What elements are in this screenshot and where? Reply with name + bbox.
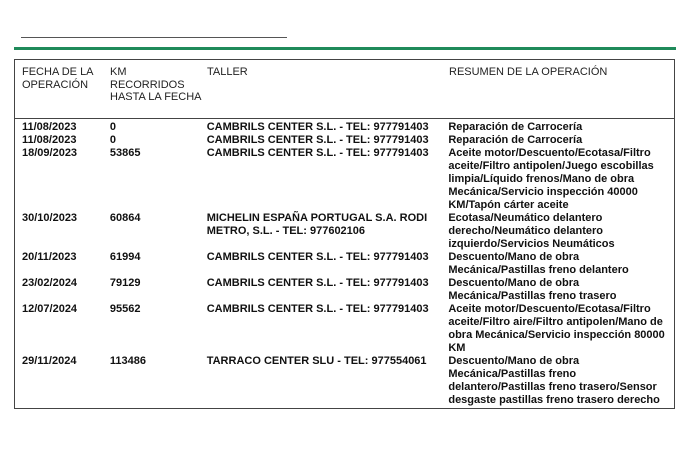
- cell-fecha: 18/09/2023: [22, 147, 78, 159]
- cell-km: 95562: [109, 303, 141, 315]
- cell-km: 0: [109, 134, 116, 146]
- green-divider-bar: [14, 47, 676, 50]
- table-row: [15, 134, 674, 147]
- header-fecha: FECHA DE LA OPERACIÓN: [22, 66, 93, 91]
- cell-fecha: 12/07/2024: [22, 303, 78, 315]
- cell-fecha: 23/02/2024: [22, 277, 78, 289]
- table-row: [15, 147, 674, 212]
- table-header-row: [15, 60, 674, 119]
- cell-taller: CAMBRILS CENTER S.L. - TEL: 977791403: [206, 147, 429, 159]
- cell-taller: CAMBRILS CENTER S.L. - TEL: 977791403: [206, 303, 429, 315]
- cell-taller: CAMBRILS CENTER S.L. - TEL: 977791403: [206, 277, 429, 289]
- cell-taller: CAMBRILS CENTER S.L. - TEL: 977791403: [206, 121, 429, 133]
- cell-fecha: 20/11/2023: [22, 251, 77, 263]
- table-row: [15, 121, 674, 134]
- table-row: [15, 355, 674, 407]
- cell-km: 113486: [109, 355, 146, 367]
- cell-km: 79129: [109, 277, 141, 289]
- cell-km: 0: [109, 121, 116, 133]
- cell-resumen: Descuento/Mano de obra Mecánica/Pastillas freno delantero/Pastillas freno trasero/Sensor desgaste pastillas freno trasero derecho: [448, 355, 660, 406]
- cell-fecha: 11/08/2023: [22, 134, 77, 146]
- cell-fecha: 29/11/2024: [22, 355, 77, 367]
- cell-taller: CAMBRILS CENTER S.L. - TEL: 977791403: [206, 134, 429, 146]
- table-row: [15, 303, 674, 355]
- cell-taller: MICHELIN ESPAÑA PORTUGAL S.A. RODI METRO, S.L. - TEL: 977602106: [206, 212, 428, 237]
- cell-resumen: Reparación de Carrocería: [448, 134, 583, 146]
- operations-table: [14, 59, 675, 409]
- cell-resumen: Aceite motor/Descuento/Ecotasa/Filtro aceite/Filtro aire/Filtro antipolen/Mano de obra Mecánica/Servicio inspección 80000 KM: [448, 303, 665, 354]
- cell-taller: CAMBRILS CENTER S.L. - TEL: 977791403: [206, 251, 429, 263]
- cell-resumen: Reparación de Carrocería: [448, 121, 583, 133]
- cell-fecha: 11/08/2023: [22, 121, 77, 133]
- cell-km: 53865: [109, 147, 141, 159]
- header-km: KM RECORRIDOS HASTA LA FECHA: [110, 66, 202, 104]
- cell-resumen: Descuento/Mano de obra Mecánica/Pastillas freno trasero: [448, 277, 617, 302]
- table-row: [15, 251, 674, 277]
- cell-resumen: Ecotasa/Neumático delantero derecho/Neumático delantero izquierdo/Servicios Neumáticos: [448, 212, 615, 250]
- cell-km: 60864: [109, 212, 141, 224]
- table-body: [15, 121, 674, 407]
- cell-resumen: Descuento/Mano de obra Mecánica/Pastillas freno delantero: [448, 251, 629, 276]
- header-taller: TALLER: [207, 66, 248, 78]
- table-row: [15, 277, 674, 303]
- cell-taller: TARRACO CENTER SLU - TEL: 977554061: [206, 355, 427, 367]
- top-divider-line: [21, 37, 287, 38]
- cell-km: 61994: [109, 251, 141, 263]
- cell-fecha: 30/10/2023: [22, 212, 78, 224]
- cell-resumen: Aceite motor/Descuento/Ecotasa/Filtro aceite/Filtro antipolen/Juego escobillas limpia/Líquido frenos/Mano de obra Mecánica/Servicio inspección 40000 KM/Tapón cárter aceite: [448, 147, 654, 211]
- header-resumen: RESUMEN DE LA OPERACIÓN: [449, 66, 608, 78]
- table-row: [15, 212, 674, 251]
